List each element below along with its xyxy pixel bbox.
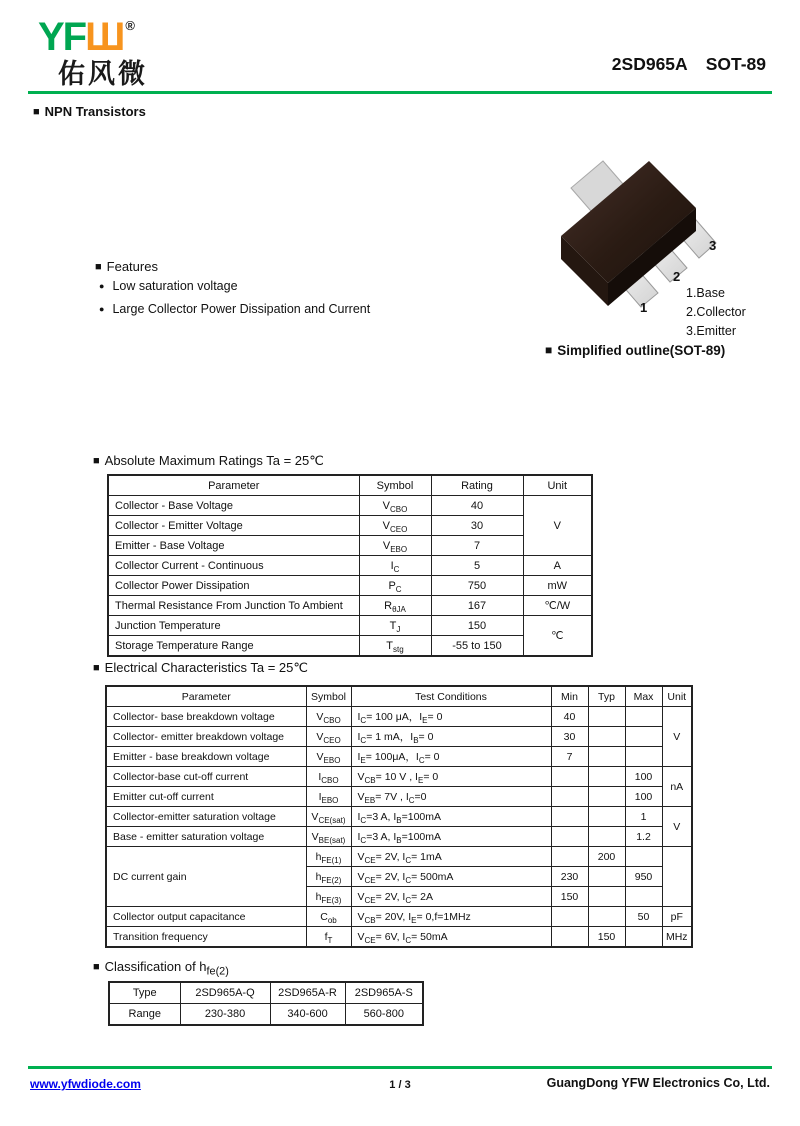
table-cell: mW [523,576,592,596]
square-bullet-icon: ■ [93,961,100,973]
table-cell [551,827,588,847]
classification-table [108,981,424,1026]
table-cell: Collector - Base Voltage [108,496,359,516]
table-cell: $h_{FE(2)}$ [306,867,351,887]
registered-mark-icon: ® [125,18,135,33]
table-cell: Collector-emitter saturation voltage [106,807,306,827]
table-cell: $I_C= 100$ μA，$I_E= 0$ [351,707,551,727]
table-cell [588,907,625,927]
table-cell: Range [109,1004,180,1026]
table-cell: Collector Power Dissipation [108,576,359,596]
company-name: GuangDong YFW Electronics Co, Ltd. [546,1076,770,1090]
square-bullet-icon: ■ [545,343,553,357]
classification-title [93,959,229,978]
table-cell: MHz [662,927,692,948]
table-cell: 2SD965A-R [270,982,345,1004]
table-cell: 150 [551,887,588,907]
table-cell: $h_{FE(1)}$ [306,847,351,867]
page-indicator: 1 / 3 [389,1079,411,1091]
table-cell: $P_C$ [359,576,431,596]
column-header: Max [625,686,662,707]
table-cell: 5 [431,556,523,576]
table-cell: Base - emitter saturation voltage [106,827,306,847]
column-header: Symbol [306,686,351,707]
table-cell [551,927,588,948]
table-cell: Transition frequency [106,927,306,948]
table-cell: V [662,807,692,847]
table-cell: 100 [625,767,662,787]
header-row [106,686,692,707]
table-cell: 7 [551,747,588,767]
part-number-title [612,54,766,75]
feature-item [99,303,370,317]
table-cell: 950 [625,867,662,887]
column-header: Parameter [106,686,306,707]
table-row [106,927,692,948]
table-cell [625,727,662,747]
pin-legend-emitter: 3.Emitter [686,324,737,338]
table-cell [625,707,662,727]
table-row [106,767,692,787]
table-cell [588,707,625,727]
table-cell: $V_{CE}= 2V$, $I_C= 500mA$ [351,867,551,887]
table-cell: $I_{CBO}$ [306,767,351,787]
table-cell: 2SD965A-S [345,982,423,1004]
column-header: Min [551,686,588,707]
table-row [108,616,592,636]
feature-text: Low saturation voltage [112,279,238,293]
table-cell: 1 [625,807,662,827]
footer-divider [28,1066,772,1069]
table-cell [588,767,625,787]
table-cell: DC current gain [106,847,306,907]
table-cell: V [523,496,592,556]
table-row [108,536,592,556]
table-row [106,747,692,767]
table-cell: 340-600 [270,1004,345,1026]
table-cell [588,747,625,767]
table-row [109,982,423,1004]
table-cell: $V_{CE}= 2V$, $I_C= 2A$ [351,887,551,907]
table-cell: $V_{CBO}$ [359,496,431,516]
table-cell: 150 [588,927,625,948]
table-cell [551,907,588,927]
package-name: SOT-89 [705,54,766,74]
table-cell: Storage Temperature Range [108,636,359,657]
table-cell: nA [662,767,692,807]
table-cell: 30 [431,516,523,536]
elec-title [93,660,308,676]
company-logo [38,4,135,59]
elec-title-label: Electrical Characteristics Ta = 25℃ [104,660,308,675]
table-cell: $V_{EBO}$ [359,536,431,556]
column-header: Rating [431,475,523,496]
features-label: Features [106,259,158,274]
logo-chinese-name: 佑风微 [58,59,148,89]
table-cell: $R_{\theta JA}$ [359,596,431,616]
table-row [108,556,592,576]
table-cell [588,827,625,847]
abs-max-title-label: Absolute Maximum Ratings Ta = 25℃ [104,453,324,468]
table-cell: Junction Temperature [108,616,359,636]
table-cell: 167 [431,596,523,616]
table-cell: 50 [625,907,662,927]
table-cell: Emitter - Base Voltage [108,536,359,556]
column-header: Unit [662,686,692,707]
table-row [108,496,592,516]
table-row [108,636,592,657]
header-row [108,475,592,496]
table-cell [588,807,625,827]
table-cell: $V_{CB}= 20V$, $I_E= 0,f=1MHz$ [351,907,551,927]
table-cell: Collector output capacitance [106,907,306,927]
table-row [108,576,592,596]
table-cell: 40 [431,496,523,516]
table-row [106,827,692,847]
abs-max-table [107,474,593,657]
pin-legend-base: 1.Base [686,286,725,300]
table-cell: 40 [551,707,588,727]
square-bullet-icon: ■ [33,106,40,118]
table-cell: -55 to 150 [431,636,523,657]
table-cell: $V_{CBO}$ [306,707,351,727]
table-cell [551,767,588,787]
table-cell: Collector-base cut-off current [106,767,306,787]
table-cell: 230 [551,867,588,887]
table-row [106,707,692,727]
bullet-icon: ● [99,281,105,291]
table-cell: 200 [588,847,625,867]
abs-max-title [93,453,324,469]
table-row [108,596,592,616]
table-cell: $T_{stg}$ [359,636,431,657]
table-cell [588,887,625,907]
table-cell [625,747,662,767]
table-row [106,727,692,747]
table-cell: Collector- emitter breakdown voltage [106,727,306,747]
table-cell: 1.2 [625,827,662,847]
table-cell [588,727,625,747]
part-number: 2SD965A [611,54,688,74]
table-cell: Collector Current - Continuous [108,556,359,576]
column-header: Test Conditions [351,686,551,707]
website-link[interactable]: www.yfwdiode.com [30,1077,141,1091]
table-cell [551,787,588,807]
column-header: Symbol [359,475,431,496]
features-list [99,280,370,326]
table-cell: 150 [431,616,523,636]
feature-item [99,280,370,294]
table-cell: Collector - Emitter Voltage [108,516,359,536]
table-row [106,847,692,867]
table-cell: $V_{CE}= 2V$, $I_C= 1mA$ [351,847,551,867]
pin-legend [686,284,746,341]
table-cell: $I_{EBO}$ [306,787,351,807]
table-cell: $V_{CE}= 6V$, $I_C= 50mA$ [351,927,551,948]
table-cell: $V_{BE(sat)}$ [306,827,351,847]
table-cell: $C_{ob}$ [306,907,351,927]
table-cell: $I_C$ [359,556,431,576]
table-cell: Emitter cut-off current [106,787,306,807]
table-cell: 7 [431,536,523,556]
table-cell [551,807,588,827]
features-title [95,259,158,274]
table-cell: $I_C= 1$ mA，$I_B= 0$ [351,727,551,747]
table-cell [625,927,662,948]
outline-caption-label: Simplified outline(SOT-89) [557,343,726,358]
table-cell: $V_{CE(sat)}$ [306,807,351,827]
table-cell: $V_{CB}= 10$ V , $I_E= 0$ [351,767,551,787]
table-cell: ℃/W [523,596,592,616]
table-row [108,516,592,536]
pin-number-3: 3 [709,238,717,253]
pin-number-2: 2 [673,269,681,284]
pin-legend-collector: 2.Collector [686,305,746,319]
table-cell: 30 [551,727,588,747]
pin-number-1: 1 [640,300,648,315]
bullet-icon: ● [99,304,105,314]
square-bullet-icon: ■ [93,455,100,467]
table-cell: $I_C=3$ A, $I_B=100mA$ [351,807,551,827]
table-cell: 100 [625,787,662,807]
table-cell: 230-380 [180,1004,270,1026]
outline-caption [545,343,725,358]
category-label: NPN Transistors [44,104,146,119]
table-cell: ℃ [523,616,592,657]
header-divider [28,91,772,94]
table-cell: $V_{CEO}$ [306,727,351,747]
table-cell [551,847,588,867]
table-cell [662,847,692,907]
elec-characteristics-table [105,685,693,948]
feature-text: Large Collector Power Dissipation and Current [112,302,371,316]
table-row [109,1004,423,1026]
table-cell: 560-800 [345,1004,423,1026]
table-cell: 2SD965A-Q [180,982,270,1004]
square-bullet-icon: ■ [95,261,102,273]
logo-w-icon: Ш [85,15,124,59]
classification-title-label: Classification of $h_{fe(2)}$ [104,959,229,978]
table-cell [588,867,625,887]
table-cell: Thermal Resistance From Junction To Ambient [108,596,359,616]
table-cell: pF [662,907,692,927]
table-cell: $f_T$ [306,927,351,948]
table-cell: $V_{CEO}$ [359,516,431,536]
column-header: Unit [523,475,592,496]
table-cell: $I_E= 100\mu A$，$I_C= 0$ [351,747,551,767]
table-cell: $h_{FE(3)}$ [306,887,351,907]
table-cell [588,787,625,807]
table-cell: Type [109,982,180,1004]
square-bullet-icon: ■ [93,662,100,674]
table-cell [625,887,662,907]
table-cell: V [662,707,692,767]
table-cell: 750 [431,576,523,596]
column-header: Typ [588,686,625,707]
table-cell: Emitter - base breakdown voltage [106,747,306,767]
table-cell: Collector- base breakdown voltage [106,707,306,727]
table-cell: $T_J$ [359,616,431,636]
column-header: Parameter [108,475,359,496]
table-row [106,787,692,807]
logo-yf-text: YF [38,15,86,59]
category-title [33,104,146,119]
table-cell: $V_{EB}= 7V$ , $I_C=0$ [351,787,551,807]
table-row [106,907,692,927]
table-cell: $I_C=3$ A, $I_B=100mA$ [351,827,551,847]
table-cell: A [523,556,592,576]
table-row [106,807,692,827]
table-cell [625,847,662,867]
table-cell: $V_{EBO}$ [306,747,351,767]
